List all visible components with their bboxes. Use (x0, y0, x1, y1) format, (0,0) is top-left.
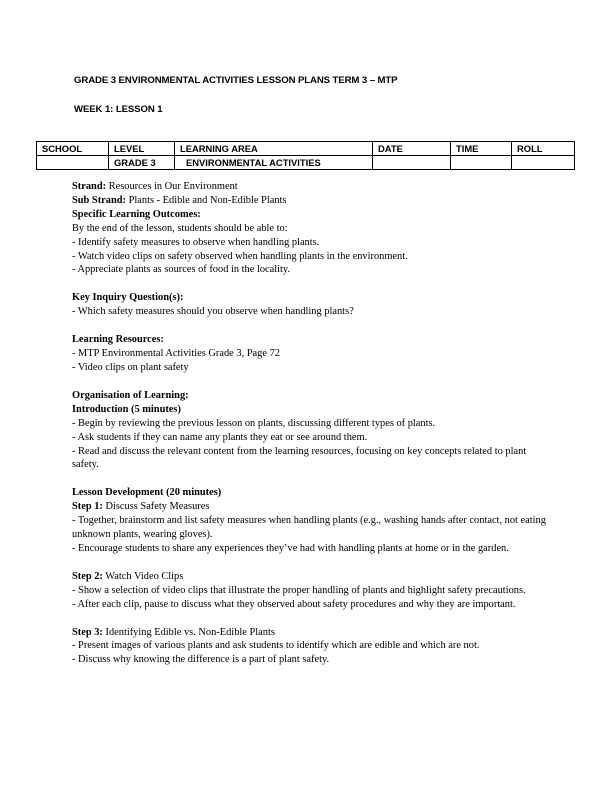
step1-line (72, 500, 547, 514)
list-item: - Read and discuss the relevant content from the learning resources, focusing on key concepts related to plant safety. (72, 445, 527, 471)
cell-level: GRADE 3 (109, 156, 175, 170)
header-learning-area: LEARNING AREA (175, 142, 373, 156)
list-item: - After each clip, pause to discuss what they observed about safety procedures and why they are important. (72, 598, 516, 610)
step1-title: Discuss Safety Measures (102, 501, 210, 513)
inquiry-heading: Key Inquiry Question(s): (72, 292, 184, 304)
step2-label: Step 2: (72, 570, 103, 582)
lesson-week-heading: WEEK 1: LESSON 1 (74, 104, 163, 115)
list-item: - Show a selection of video clips that illustrate the proper handling of plants and highlight safety precautions. (72, 584, 526, 596)
list-item: - Begin by reviewing the previous lesson on plants, discussing different types of plants. (72, 417, 436, 429)
table-header-row (37, 142, 575, 156)
sub-strand-line (72, 194, 547, 208)
development-heading: Lesson Development (20 minutes) (72, 487, 222, 499)
table-row (37, 156, 575, 170)
list-item: - Video clips on plant safety (72, 361, 189, 373)
step1-label: Step 1: (72, 501, 103, 513)
organisation-heading: Organisation of Learning: (72, 389, 189, 401)
list-item: - MTP Environmental Activities Grade 3, Page 72 (72, 348, 280, 360)
list-item: - Watch video clips on safety observed when handling plants in the environment. (72, 250, 408, 262)
lesson-info-table (36, 141, 575, 170)
step3-title: Identifying Edible vs. Non-Edible Plants (102, 626, 275, 638)
outcomes-heading: Specific Learning Outcomes: (72, 208, 201, 220)
header-school: SCHOOL (37, 142, 109, 156)
cell-date (373, 156, 451, 170)
list-item: - Present images of various plants and ask students to identify which are edible and which are not. (72, 640, 480, 652)
strand-label: Strand: (72, 181, 107, 192)
list-item: - Encourage students to share any experiences they’ve had with handling plants at home or in the garden. (72, 542, 509, 554)
list-item: - Which safety measures should you observe when handling plants? (72, 306, 354, 318)
cell-school (37, 156, 109, 170)
cell-roll (512, 156, 575, 170)
step3-line (72, 626, 547, 640)
header-date: DATE (373, 142, 451, 156)
list-item: - Identify safety measures to observe when handling plants. (72, 236, 320, 248)
strand-line (72, 180, 547, 194)
sub-strand-value: Plants - Edible and Non-Edible Plants (126, 194, 287, 206)
step2-line (72, 570, 547, 584)
outcomes-intro: By the end of the lesson, students should be able to: (72, 222, 288, 234)
list-item: - Discuss why knowing the difference is a part of plant safety. (72, 654, 330, 666)
cell-time (451, 156, 512, 170)
header-level: LEVEL (109, 142, 175, 156)
step3-label: Step 3: (72, 626, 103, 638)
sub-strand-label: Sub Strand: (72, 194, 126, 206)
list-item: - Appreciate plants as sources of food in the locality. (72, 264, 291, 276)
strand-value: Resources in Our Environment (106, 181, 238, 192)
header-time: TIME (451, 142, 512, 156)
header-roll: ROLL (512, 142, 575, 156)
list-item: - Together, brainstorm and list safety measures when handling plants (e.g., washing hands after contact, not eating unknown plants, wearing gloves). (72, 515, 546, 541)
lesson-body (72, 180, 547, 667)
resources-heading: Learning Resources: (72, 334, 164, 346)
list-item: - Ask students if they can name any plants they eat or see around them. (72, 431, 368, 443)
introduction-heading: Introduction (5 minutes) (72, 403, 181, 415)
document-title: GRADE 3 ENVIRONMENTAL ACTIVITIES LESSON PLANS TERM 3 – MTP (74, 75, 398, 86)
step2-title: Watch Video Clips (102, 570, 184, 582)
cell-learning-area: ENVIRONMENTAL ACTIVITIES (175, 156, 373, 170)
